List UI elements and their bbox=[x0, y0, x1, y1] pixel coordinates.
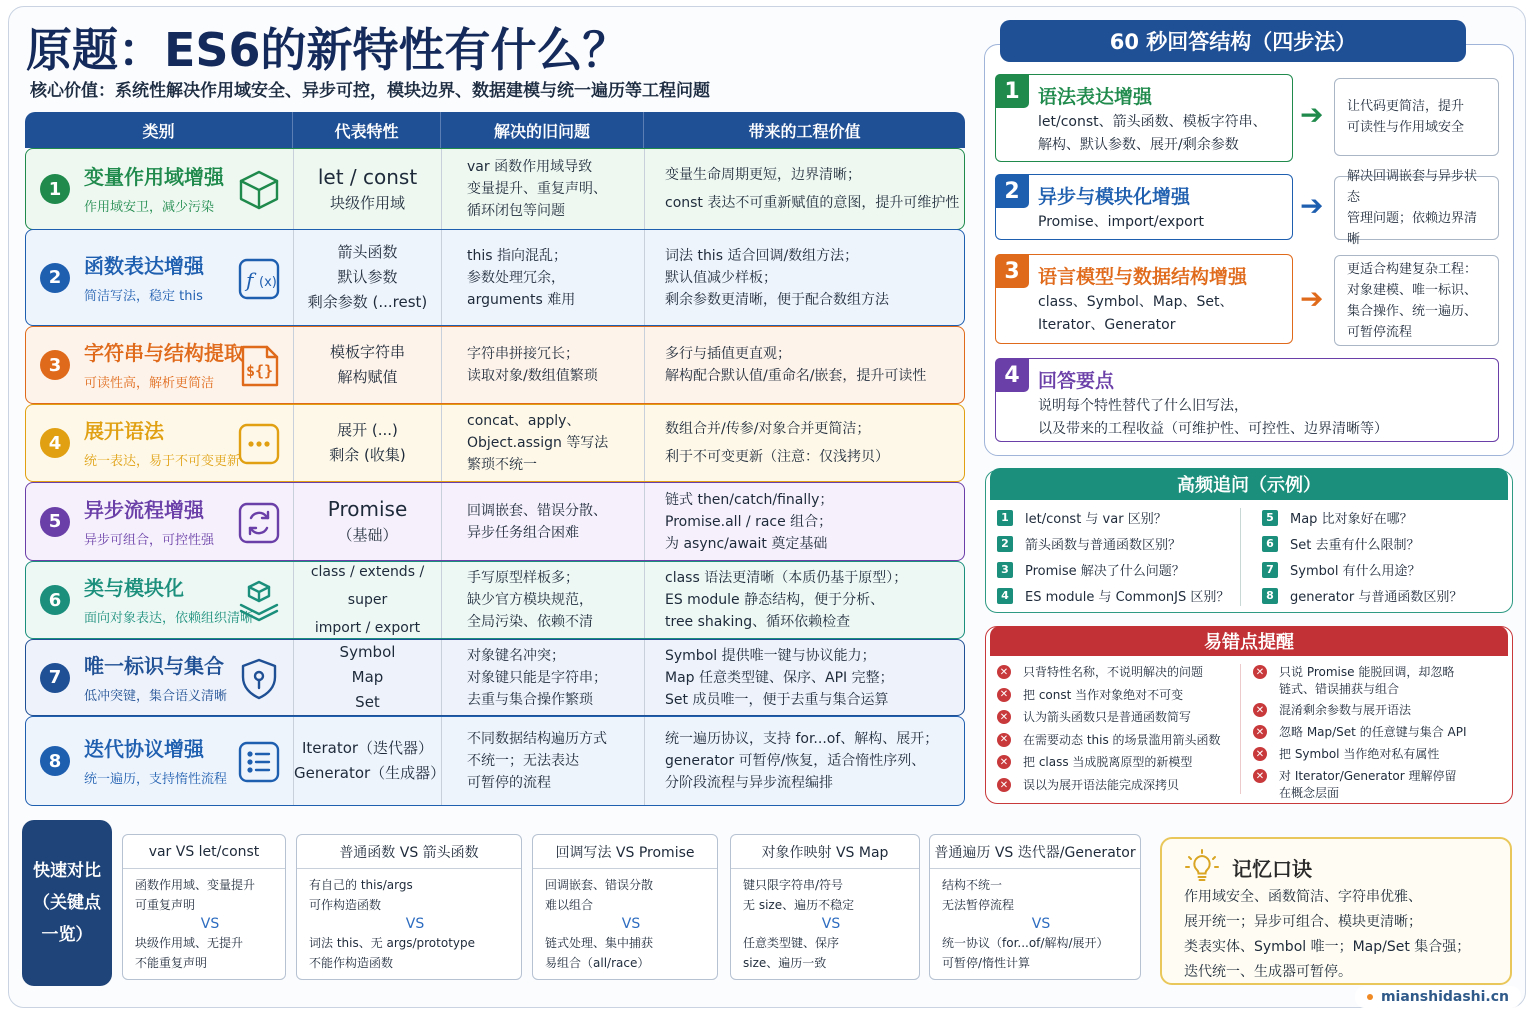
compare-label-line: 快速对比 bbox=[33, 861, 101, 881]
row-title: 异步流程增强 bbox=[84, 497, 204, 522]
row-old-problem bbox=[442, 640, 645, 715]
feature-item: 展开 (...) bbox=[337, 421, 398, 439]
close-icon: ✕ bbox=[997, 688, 1011, 702]
feature-item: import / export bbox=[314, 620, 421, 636]
step-title: 语言模型与数据结构增强 bbox=[1038, 266, 1248, 288]
arrow-right-icon: ➔ bbox=[1300, 281, 1324, 315]
followup-question: Promise 解决了什么问题？ bbox=[1025, 564, 1185, 579]
feature-item: Symbol bbox=[339, 643, 396, 661]
row-features bbox=[294, 562, 442, 638]
followup-item[interactable] bbox=[1262, 508, 1413, 527]
followup-item[interactable] bbox=[997, 534, 1181, 553]
row-value bbox=[645, 562, 964, 638]
followup-question: 箭头函数与普通函数区别？ bbox=[1025, 538, 1182, 553]
compare-after: 可暂停/惰性计算 bbox=[942, 956, 1031, 970]
old-problem-line: 参数处理冗余， bbox=[467, 269, 565, 286]
value-line: const 表达不可重新赋值的意图，提升可维护性 bbox=[665, 195, 960, 211]
feature-item: Generator（生成器） bbox=[294, 764, 446, 782]
old-problem-line: 对象键只能是字符串； bbox=[467, 669, 607, 686]
svg-text:f: f bbox=[246, 267, 254, 292]
error-text: 只背特性名称，不说明解决的问题 bbox=[1023, 665, 1204, 679]
value-line: 链式 then/catch/finally； bbox=[665, 491, 834, 508]
compare-card bbox=[122, 834, 286, 980]
old-problem-line: 回调嵌套、错误分散、 bbox=[467, 502, 607, 519]
compare-before: 无 size、遍历不稳定 bbox=[743, 898, 855, 912]
row-old-problem bbox=[442, 405, 645, 481]
close-icon: ✕ bbox=[1253, 665, 1267, 679]
error-text: 对 Iterator/Generator 理解停留 在概念层面 bbox=[1279, 769, 1457, 800]
followup-item[interactable] bbox=[997, 560, 1185, 579]
row-title: 类与模块化 bbox=[84, 576, 184, 600]
feature-item: 剩余 (收集) bbox=[329, 446, 406, 464]
compare-card bbox=[929, 834, 1141, 980]
row-category bbox=[26, 149, 294, 229]
header-category: 类别 bbox=[25, 112, 293, 148]
step-note-line: 对象建模、唯一标识、 bbox=[1347, 282, 1478, 298]
svg-text:(x): (x) bbox=[259, 274, 277, 290]
compare-vs: VS bbox=[405, 916, 425, 932]
row-subtitle: 面向对象表达，依赖组织清晰 bbox=[84, 611, 254, 626]
error-item bbox=[1253, 746, 1439, 763]
compare-after: size、遍历一致 bbox=[743, 956, 827, 970]
feature-item: class / extends / super bbox=[310, 564, 425, 608]
row-old-problem bbox=[442, 149, 645, 229]
feature-item: Set bbox=[355, 693, 380, 711]
followup-number: 7 bbox=[1262, 562, 1278, 578]
old-problem-line: 异步任务组合困难 bbox=[467, 524, 579, 541]
compare-before: 有自己的 this/args bbox=[309, 878, 413, 892]
table-row bbox=[25, 326, 965, 404]
row-features bbox=[294, 230, 442, 325]
answer-step bbox=[995, 174, 1293, 240]
feature-item: 箭头函数 bbox=[337, 243, 398, 261]
compare-card bbox=[730, 834, 920, 980]
cube-icon bbox=[237, 168, 281, 212]
value-line: 变量生命周期更短，边界清晰； bbox=[665, 167, 861, 183]
answer-step bbox=[995, 358, 1499, 442]
step-note-line: 可暂停流程 bbox=[1347, 324, 1413, 340]
followup-question: let/const 与 var 区别？ bbox=[1025, 512, 1167, 527]
row-subtitle: 统一遍历，支持惰性流程 bbox=[84, 772, 228, 787]
compare-vs: VS bbox=[821, 916, 841, 932]
row-features bbox=[294, 405, 442, 481]
followup-number: 3 bbox=[997, 562, 1013, 578]
compare-before: 可重复声明 bbox=[135, 898, 196, 912]
row-number: 2 bbox=[40, 263, 70, 293]
step-title: 语法表达增强 bbox=[1038, 86, 1153, 108]
old-problem-line: 循环闭包等问题 bbox=[467, 203, 565, 219]
row-title: 函数表达增强 bbox=[84, 253, 204, 278]
template-icon bbox=[237, 344, 281, 388]
compare-after: 链式处理、集中捕获 bbox=[545, 936, 654, 950]
memo-title: 记忆口诀 bbox=[1232, 857, 1312, 881]
value-line: 剩余参数更清晰，便于配合数组方法 bbox=[665, 291, 889, 308]
table-header bbox=[25, 112, 965, 148]
close-icon: ✕ bbox=[1253, 725, 1267, 739]
feature-item: 块级作用域 bbox=[329, 193, 405, 212]
error-item bbox=[1253, 664, 1454, 698]
feature-item: Promise bbox=[327, 497, 408, 521]
compare-after: 不能重复声明 bbox=[135, 956, 208, 970]
row-number: 1 bbox=[40, 174, 70, 204]
compare-card bbox=[532, 834, 718, 980]
value-line: 统一遍历协议，支持 for...of、解构、展开； bbox=[665, 731, 939, 747]
row-number: 5 bbox=[40, 507, 70, 537]
refresh-icon bbox=[237, 501, 281, 545]
row-features bbox=[294, 640, 442, 715]
table-row bbox=[25, 148, 965, 230]
old-problem-line: var 函数作用域导致 bbox=[467, 159, 593, 175]
step-desc: 说明每个特性替代了什么旧写法， bbox=[1038, 398, 1248, 414]
memo-line: 迭代统一、生成器可暂停。 bbox=[1184, 964, 1352, 980]
followup-number: 4 bbox=[997, 588, 1013, 604]
followup-item[interactable] bbox=[1262, 560, 1421, 579]
lightbulb-icon bbox=[1184, 849, 1220, 885]
step-note bbox=[1334, 169, 1499, 247]
error-text: 把 class 当成脱离原型的新模型 bbox=[1023, 755, 1193, 770]
row-title: 展开语法 bbox=[84, 419, 164, 443]
feature-item: Map bbox=[351, 668, 384, 686]
error-item bbox=[997, 687, 1183, 704]
memo-line: 作用域安全、函数简洁、字符串优雅、 bbox=[1184, 889, 1422, 905]
value-line: Promise.all / race 组合； bbox=[665, 513, 833, 530]
old-problem-line: 繁琐不统一 bbox=[467, 457, 537, 473]
compare-vs: VS bbox=[621, 916, 641, 932]
step-note-line: 更适合构建复杂工程： bbox=[1347, 261, 1478, 277]
old-problem-line: 变量提升、重复声明、 bbox=[467, 181, 607, 197]
old-problem-line: 读取对象/数组值繁琐 bbox=[467, 368, 598, 384]
old-problem-line: concat、apply、 bbox=[467, 413, 581, 429]
old-problem-line: Object.assign 等写法 bbox=[467, 435, 609, 451]
error-text: 只说 Promise 能脱回调，却忽略 链式、错误捕获与组合 bbox=[1279, 665, 1455, 696]
step-number: 2 bbox=[995, 174, 1029, 208]
feature-item: （基础） bbox=[337, 526, 398, 544]
error-text: 在需要动态 this 的场景滥用箭头函数 bbox=[1023, 732, 1221, 747]
followup-question: ES module 与 CommonJS 区别？ bbox=[1025, 590, 1230, 605]
step-note-line: 管理问题；依赖边界清晰 bbox=[1347, 211, 1478, 247]
followup-number: 5 bbox=[1262, 510, 1278, 526]
row-category bbox=[26, 483, 294, 560]
followups-divider bbox=[1240, 508, 1241, 606]
compare-label-line: （关键点 bbox=[33, 893, 101, 913]
error-item bbox=[1253, 724, 1467, 741]
row-value bbox=[645, 149, 964, 229]
step-number: 1 bbox=[995, 74, 1029, 108]
feature-item: 模板字符串 bbox=[329, 343, 405, 361]
compare-title: 对象作映射 VS Map bbox=[731, 835, 919, 869]
memo-line: 类表实体、Symbol 唯一；Map/Set 集合强； bbox=[1184, 939, 1471, 955]
old-problem-line: 手写原型样板多； bbox=[467, 570, 579, 586]
value-line: 为 async/await 奠定基础 bbox=[665, 535, 828, 552]
step-desc: Promise、import/export bbox=[1038, 214, 1204, 230]
row-number: 3 bbox=[40, 350, 70, 380]
step-note-line: 让代码更简洁，提升 bbox=[1347, 99, 1465, 114]
error-text: 认为箭头函数只是普通函数简写 bbox=[1023, 710, 1192, 725]
module-icon bbox=[237, 579, 281, 623]
arrow-right-icon: ➔ bbox=[1300, 98, 1324, 131]
row-features bbox=[294, 483, 442, 560]
row-category bbox=[26, 717, 294, 805]
step-title: 异步与模块化增强 bbox=[1038, 186, 1191, 208]
compare-after: 任意类型键、保序 bbox=[743, 936, 840, 950]
followup-number: 2 bbox=[997, 536, 1013, 552]
svg-text:${}: ${} bbox=[246, 362, 274, 380]
memo-line: 展开统一；异步可组合、模块更清晰； bbox=[1184, 914, 1422, 930]
value-line: Set 成员唯一，便于去重与集合运算 bbox=[665, 691, 889, 708]
followup-question: generator 与普通函数区别？ bbox=[1290, 590, 1463, 605]
value-line: Symbol 提供唯一键与协议能力； bbox=[665, 647, 876, 664]
row-value bbox=[645, 405, 964, 481]
followup-number: 1 bbox=[997, 510, 1013, 526]
row-category bbox=[26, 640, 294, 715]
row-subtitle: 作用域安卫，减少污染 bbox=[84, 200, 215, 215]
error-item bbox=[997, 709, 1191, 726]
header-old-problem: 解决的旧问题 bbox=[441, 112, 644, 148]
error-item bbox=[997, 754, 1192, 771]
compare-before: 结构不统一 bbox=[942, 878, 1003, 892]
table-row bbox=[25, 561, 965, 639]
old-problem-line: this 指向混乱； bbox=[467, 247, 567, 264]
compare-title: 回调写法 VS Promise bbox=[533, 835, 717, 869]
close-icon: ✕ bbox=[997, 710, 1011, 724]
value-line: generator 可暂停/恢复，适合惰性序列、 bbox=[665, 753, 926, 769]
value-line: Map 任意类型键、保序、API 完整； bbox=[665, 669, 894, 686]
value-line: ES module 静态结构，便于分析、 bbox=[665, 592, 885, 608]
header-feature: 代表特性 bbox=[293, 112, 441, 148]
followups-title: 高频追问（示例） bbox=[990, 468, 1508, 500]
row-title: 唯一标识与集合 bbox=[84, 653, 224, 678]
value-line: tree shaking、循环依赖检查 bbox=[665, 614, 851, 630]
function-icon bbox=[237, 257, 281, 301]
step-note-line: 解决回调嵌套与异步状态 bbox=[1347, 169, 1478, 205]
step-desc: 以及带来的工程收益（可维护性、可控性、边界清晰等） bbox=[1038, 421, 1388, 437]
compare-before: 函数作用域、变量提升 bbox=[135, 878, 256, 892]
compare-vs: VS bbox=[1031, 916, 1051, 932]
brand-link[interactable] bbox=[1355, 986, 1521, 1008]
followup-item[interactable] bbox=[1262, 586, 1462, 605]
followup-question: Set 去重有什么限制？ bbox=[1290, 538, 1420, 553]
header-value: 带来的工程价值 bbox=[748, 121, 861, 141]
row-value bbox=[645, 640, 964, 715]
compare-title: var VS let/const bbox=[123, 835, 285, 869]
old-problem-line: 对象键名冲突； bbox=[467, 647, 565, 664]
followup-number: 6 bbox=[1262, 536, 1278, 552]
compare-after: 词法 this、无 args/prototype bbox=[309, 936, 475, 950]
row-subtitle: 可读性高，解析更简洁 bbox=[84, 376, 215, 391]
followup-question: Map 比对象好在哪？ bbox=[1290, 512, 1413, 527]
errors-title: 易错点提醒 bbox=[990, 626, 1508, 656]
page-subtitle: 核心价值：系统性解决作用域安全、异步可控，模块边界、数据建模与统一遍历等工程问题 bbox=[30, 81, 710, 101]
row-features bbox=[294, 149, 442, 229]
compare-title: 普通遍历 VS 迭代器/Generator bbox=[930, 835, 1140, 869]
compare-body bbox=[731, 869, 919, 973]
table-row bbox=[25, 639, 965, 716]
row-category bbox=[26, 405, 294, 481]
old-problem-line: 缺少官方模块规范， bbox=[467, 592, 593, 608]
feature-item: 剩余参数 (...rest) bbox=[307, 293, 428, 311]
compare-before: 可作构造函数 bbox=[309, 898, 382, 912]
row-old-problem bbox=[442, 327, 645, 403]
compare-after: 块级作用域、无提升 bbox=[135, 936, 244, 950]
step-desc: let/const、箭头函数、模板字符串、 bbox=[1038, 114, 1267, 130]
row-value bbox=[645, 327, 964, 403]
row-old-problem bbox=[442, 562, 645, 638]
page-title: 原题：ES6的新特性有什么？ bbox=[26, 23, 629, 77]
row-category bbox=[26, 327, 294, 403]
close-icon: ✕ bbox=[997, 665, 1011, 679]
value-line: 多行与插值更直观； bbox=[665, 346, 791, 362]
followup-item[interactable] bbox=[997, 586, 1229, 605]
error-text: 误以为展开语法能完成深拷贝 bbox=[1023, 778, 1180, 792]
row-old-problem bbox=[442, 483, 645, 560]
compare-after: 统一协议（for...of/解构/展开） bbox=[942, 936, 1109, 950]
error-item bbox=[1253, 702, 1411, 719]
error-item bbox=[997, 664, 1203, 681]
memo-panel bbox=[1160, 837, 1512, 985]
value-line: 分阶段流程与异步流程编排 bbox=[665, 775, 833, 791]
row-number: 8 bbox=[40, 746, 70, 776]
table-row bbox=[25, 716, 965, 806]
error-text: 把 Symbol 当作绝对私有属性 bbox=[1279, 747, 1440, 761]
compare-label bbox=[22, 820, 112, 986]
value-line: 默认值减少样板； bbox=[665, 269, 777, 286]
step-note-line: 可读性与作用域安全 bbox=[1347, 120, 1465, 135]
value-line: class 语法更清晰（本质仍基于原型）； bbox=[665, 570, 908, 586]
step-title: 回答要点 bbox=[1038, 370, 1115, 392]
compare-title: 普通函数 VS 箭头函数 bbox=[297, 835, 521, 869]
step-note bbox=[1334, 255, 1499, 346]
compare-card bbox=[296, 834, 522, 980]
row-old-problem bbox=[442, 717, 645, 805]
row-subtitle: 低冲突键，集合语义清晰 bbox=[84, 688, 228, 704]
compare-before: 回调嵌套、错误分散 bbox=[545, 878, 654, 892]
step-note-line: 集合操作、统一遍历、 bbox=[1347, 303, 1478, 319]
error-text: 把 const 当作对象绝对不可变 bbox=[1023, 687, 1184, 702]
feature-item: 解构赋值 bbox=[337, 368, 398, 386]
step-number: 4 bbox=[995, 358, 1029, 392]
old-problem-line: 全局污染、依赖不清 bbox=[467, 614, 593, 630]
close-icon: ✕ bbox=[997, 778, 1011, 792]
row-number: 7 bbox=[40, 663, 70, 693]
row-subtitle: 异步可组合，可控性强 bbox=[84, 532, 215, 548]
step-note bbox=[1334, 78, 1499, 156]
row-title: 字符串与结构提取 bbox=[84, 341, 244, 365]
row-subtitle: 统一表达，易于不可变更新 bbox=[84, 454, 241, 469]
compare-body bbox=[930, 869, 1140, 973]
row-value bbox=[645, 483, 964, 560]
step-number: 3 bbox=[995, 254, 1029, 288]
followup-question: Symbol 有什么用途？ bbox=[1290, 564, 1421, 579]
error-item bbox=[997, 732, 1221, 749]
feature-item: let / const bbox=[317, 164, 418, 189]
row-title: 迭代协议增强 bbox=[84, 737, 204, 761]
compare-before: 难以组合 bbox=[545, 898, 594, 912]
step-desc: 解构、默认参数、展开/剩余参数 bbox=[1038, 137, 1239, 153]
arrow-right-icon: ➔ bbox=[1300, 189, 1324, 222]
old-problem-line: 去重与集合操作繁琐 bbox=[467, 691, 593, 708]
value-line: 数组合并/传参/对象合并更简洁； bbox=[665, 421, 871, 437]
error-text: 忽略 Map/Set 的任意键与集合 API bbox=[1279, 725, 1467, 739]
old-problem-line: 可暂停的流程 bbox=[467, 775, 551, 791]
old-problem-line: 不统一；无法表达 bbox=[467, 753, 579, 769]
table-row bbox=[25, 229, 965, 326]
value-line: 利于不可变更新（注意：仅浅拷贝） bbox=[665, 449, 889, 465]
dot-icon bbox=[1367, 994, 1373, 1000]
row-category bbox=[26, 562, 294, 638]
row-subtitle: 简洁写法，稳定 this bbox=[84, 288, 203, 304]
compare-label-line: 一览） bbox=[41, 925, 93, 945]
row-category bbox=[26, 230, 294, 325]
row-value bbox=[645, 230, 964, 325]
compare-before: 无法暂停流程 bbox=[942, 898, 1015, 912]
compare-vs: VS bbox=[200, 916, 220, 932]
error-text: 混淆剩余参数与展开语法 bbox=[1279, 703, 1412, 717]
error-item bbox=[997, 777, 1179, 794]
row-features bbox=[294, 327, 442, 403]
row-old-problem bbox=[442, 230, 645, 325]
followup-item[interactable] bbox=[997, 508, 1167, 527]
brand-text: mianshidashi.cn bbox=[1380, 989, 1510, 1005]
row-value bbox=[645, 717, 964, 805]
table-row bbox=[25, 404, 965, 482]
compare-before: 键只限字符串/符号 bbox=[743, 878, 844, 892]
compare-after: 不能作构造函数 bbox=[309, 956, 394, 970]
feature-item: 默认参数 bbox=[337, 268, 398, 286]
close-icon: ✕ bbox=[1253, 747, 1267, 761]
value-line: 解构配合默认值/重命名/嵌套，提升可读性 bbox=[665, 368, 927, 384]
ellipsis-icon bbox=[237, 422, 281, 466]
compare-after: 易组合（all/race） bbox=[545, 956, 650, 970]
step-desc: Iterator、Generator bbox=[1038, 317, 1176, 333]
feature-item: Iterator（迭代器） bbox=[301, 739, 434, 757]
compare-body bbox=[123, 869, 285, 973]
shield-icon bbox=[237, 657, 281, 701]
close-icon: ✕ bbox=[997, 755, 1011, 769]
error-item bbox=[1253, 768, 1457, 802]
memo-body bbox=[1184, 885, 1470, 985]
close-icon: ✕ bbox=[1253, 769, 1267, 783]
table-row bbox=[25, 482, 965, 561]
old-problem-line: arguments 难用 bbox=[467, 291, 576, 308]
errors-divider bbox=[1240, 664, 1241, 794]
list-icon bbox=[237, 740, 281, 784]
answer-step bbox=[995, 74, 1293, 162]
old-problem-line: 不同数据结构遍历方式 bbox=[467, 731, 607, 747]
old-problem-line: 字符串拼接冗长； bbox=[467, 346, 579, 362]
row-features bbox=[294, 717, 446, 805]
close-icon: ✕ bbox=[997, 733, 1011, 747]
followup-item[interactable] bbox=[1262, 534, 1419, 553]
row-number: 6 bbox=[40, 585, 70, 615]
compare-body bbox=[297, 869, 521, 973]
row-number: 4 bbox=[40, 428, 70, 458]
step-desc: class、Symbol、Map、Set、 bbox=[1038, 294, 1234, 310]
compare-body bbox=[533, 869, 717, 973]
followup-number: 8 bbox=[1262, 588, 1278, 604]
value-line: 词法 this 适合回调/数组方法； bbox=[665, 247, 859, 264]
answer-title: 60 秒回答结构（四步法） bbox=[1000, 20, 1466, 62]
row-title: 变量作用域增强 bbox=[84, 165, 224, 189]
close-icon: ✕ bbox=[1253, 703, 1267, 717]
answer-step bbox=[995, 254, 1293, 344]
